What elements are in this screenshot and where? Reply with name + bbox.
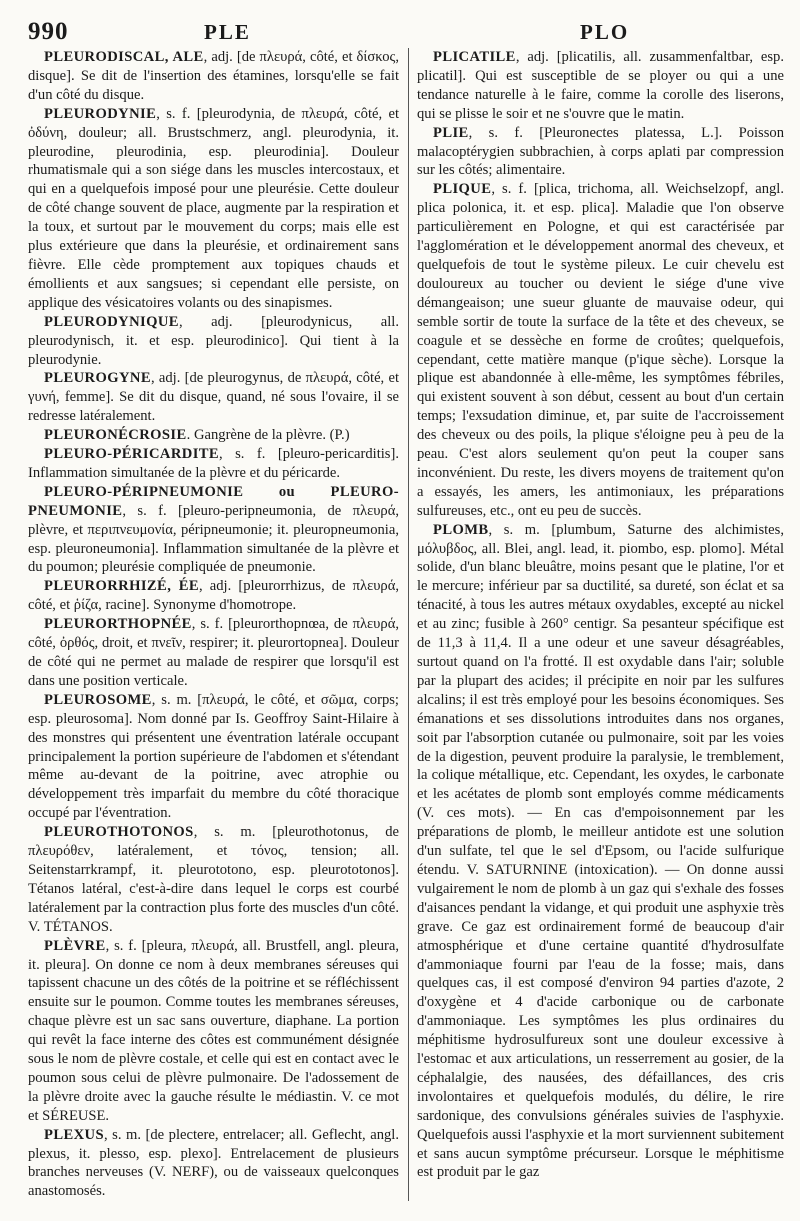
dictionary-entry [28, 937, 399, 1126]
entry-headword: PLIE [433, 124, 469, 141]
running-head-right: PLO [580, 20, 630, 44]
entry-definition: , adj. [plicatilis, all. zusammenfaltbar, esp. plicatil]. Qui est susceptible de se ployer ou qui a une tendance naturelle à le faire, comme la corolle des liserons, qui se plisse le soir et ne s'ouvre que le matin. [417, 49, 784, 122]
dictionary-entry [28, 313, 399, 370]
right-column [417, 48, 784, 1201]
entry-definition: , adj. [de pleurogynus, de πλευρά, côté, et γυνή, femme]. Se dit du disque, quand, né sous l'ovaire, il se redresse latéralement. [28, 370, 399, 425]
dictionary-entry [417, 180, 784, 520]
entry-headword: PLEUROTHOTONOS [44, 824, 194, 841]
page-header [28, 18, 784, 48]
dictionary-entry [28, 615, 399, 691]
entry-headword: PLOMB [433, 521, 489, 538]
entry-definition: , s. f. [plica, trichoma, all. Weichselzopf, angl. plica polonica, it. et esp. plica]. Maladie que l'on observe particulièrement en Pologne, et qui est caractérisée par l'agglomération et le développement anormal des cheveux, et quelquefois de tout le système pileux. Le cuir chevelu est douloureux au toucher ou devient le siége d'une vive démangeaison; une sueur gluante de mauvaise odeur, qui semble sortir de toute la surface de la tête et des cheveux, se coagule et se dessèche en forme de croûtes; quelquefois, cependant, cette matière manque (p'ique sèche). Lorsque la plique est abandonnée à elle-même, les symptômes fébriles, qui existent souvent à son début, cessent au bout d'un certain temps; l'exsudation diminue, et, par suite de l'accroissement des cheveux ou des poils, la plique s'éloigne peu à peu de la peau. C'est alors seulement qu'on peut la couper sans inconvénient. Du reste, les divers moyens de traitement qu'on a essayés, les amers, les antimoniaux, les préparations sulfureuses, etc., ont eu peu de succès. [417, 181, 784, 519]
dictionary-entry [28, 483, 399, 578]
entry-headword: PLIQUE [433, 181, 492, 198]
two-column-body [28, 48, 784, 1201]
entry-headword: PLEURO-PÉRICARDITE [44, 446, 220, 463]
entry-definition: , s. m. [pleurothotonus, de πλευρόθεν, latéralement, et τόνος, tension; all. Seitenstarrkrampf, it. pleurototono, esp. pleurototonos]. Tétanos latéral, c'est-à-dire dans lequel le corps est courbé latéralement par la contraction plus forte des muscles d'un côté. V. TÉTANOS. [28, 824, 399, 935]
entry-headword: PLEURODYNIE [44, 105, 157, 122]
entry-headword: PLEUROGYNE [44, 370, 151, 387]
entry-headword: PLEURORTHOPNÉE [44, 616, 192, 633]
running-head-left: PLE [204, 20, 251, 44]
entry-definition: , s. m. [plumbum, Saturne des alchimistes, μόλυβδος, all. Blei, angl. lead, it. piombo, esp. plomo]. Métal solide, d'un blanc bleuâtre, moins pesant que le platine, l'or et le mercure; inférieur par sa ductilité, sa dureté, son éclat et sa ténacité, à tous les autres métaux oxydables, excepté au nickel et au zinc; fusible à 260° centigr. Sa pesanteur spécifique est de 11,3 à 11,4. Il a une odeur et une saveur désagréables, surtout quand on l'a frotté. Il est oxydable dans l'air; soluble par la plupart des acides; il précipite en noir par les sulfures alcalins; il est très employé pour les besoins économiques. Ses émanations et ses dissolutions introduites dans nos organes, soit par l'absorption cutanée ou pulmonaire, soit par les voies de la digestion, peuvent produire la paralysie, le tremblement, la colique métallique, etc. Cependant, les oxydes, le carbonate et les acétates de plomb sont employés comme médicaments (V. ces mots). — En cas d'empoisonnement par les préparations de plomb, le meilleur antidote est une solution d'un sulfate, tel que le sel d'Epsom, ou l'acide sulfurique étendu. V. SATURNINE (intoxication). — On donne aussi vulgairement le nom de plomb à un gaz qui s'exhale des fosses d'aisances pendant la vidange, et qui produit une asphyxie très grave. Ce gaz est ordinairement formé de beaucoup d'air atmosphérique et d'une certaine quantité d'hydrosulfate d'ammoniaque fourni par l'eau de la fosse; mais, dans quelques cas, il est composé d'environ 94 parties d'azote, 2 d'oxygène et 4 d'acide carbonique ou de carbonate d'ammoniaque. Les symptômes les plus ordinaires du méphitisme hydrosulfureux sont une douleur excessive à l'estomac et aux articulations, un resserrement au gosier, de la céphalalgie, des nausées, des défaillances, des cris involontaires et quelquefois modulés, du délire, le rire sardonique, des convulsions générales suivies de l'asphyxie. Quelquefois aussi l'asphyxie et la mort surviennent subitement et sans aucun symptôme précurseur. Lorsque le méphitisme est produit par le gaz [417, 521, 784, 1181]
dictionary-entry [417, 124, 784, 181]
entry-definition: , s. m. [de plectere, entrelacer; all. Geflecht, angl. plexus, it. plesso, esp. plexo]. Entrelacement de plusieurs branches nerveuses (V. NERF), ou de vaisseaux quelconques anastomosés. [28, 1126, 399, 1200]
dictionary-entry [28, 105, 399, 313]
entry-definition: , s. f. [pleuro-peripneumonia, de πλευρά, plèvre, et περιπνευμονία, péripneumonie; it. pleuropneumonia, esp. pleuroneumonia]. Inflammation simultanée de la plèvre et du poumon; pleurésie compliquée de pneumonie. [28, 502, 399, 576]
page-number: 990 [28, 18, 69, 45]
entry-headword: PLICATILE [433, 49, 516, 65]
entry-definition: , adj. [pleurorrhizus, de πλευρά, côté, et ῥίζα, racine]. Synonyme d'homotrope. [28, 578, 399, 614]
dictionary-entry [28, 369, 399, 426]
dictionary-entry [417, 48, 784, 124]
entry-definition: , adj. [pleurodynicus, all. pleurodynisch, it. et esp. pleurodinico]. Qui tient à la pleurodynie. [28, 313, 399, 368]
entry-headword: PLEURORRHIZÉ, ÉE [44, 578, 200, 595]
entry-definition: , s. m. [πλευρά, le côté, et σῶμα, corps; esp. pleurosoma]. Nom donné par Is. Geoffroy Saint-Hilaire à des monstres qui présentent une éventration latérale occupant principalement la portion supérieure de l'abdomen et s'étendant même au-devant de la poitrine, avec atrophie ou développement très imparfait du membre du côté thoracique occupé par l'éventration. [28, 691, 399, 822]
entry-definition: , s. f. [Pleuronectes platessa, L.]. Poisson malacoptérygien subbrachien, à corps aplati par compression sur les côtés; alimentaire. [417, 124, 784, 179]
entry-headword: PLEURO-PÉRIPNEUMONIE ou PLEURO-PNEUMONIE [28, 483, 399, 519]
entry-definition: . Gangrène de la plèvre. (P.) [186, 427, 350, 444]
entry-headword: PLEURODYNIQUE [44, 313, 179, 330]
entry-definition: , s. f. [pleura, πλευρά, all. Brustfell, angl. pleura, it. pleura]. On donne ce nom à deux membranes séreuses qui tapissent chacune un des côtés de la poitrine et se réfléchissent ensuite sur le poumon. Comme toutes les membranes séreuses, chaque plèvre est un sac sans ouverture, diaphane. La portion qui revêt la face interne des côtes est communément désignée sous le nom de plèvre costale, et celle qui est en contact avec le poumon sous celui de plèvre pulmonaire. De l'adossement de la plèvre droite avec la gauche résulte le médiastin. V. ce mot et SÉREUSE. [28, 937, 399, 1124]
dictionary-entry [28, 445, 399, 483]
dictionary-entry [28, 577, 399, 615]
entry-definition: , s. f. [pleurorthopnœa, de πλευρά, côté, ὀρθός, droit, et πνεῖν, respirer; it. pleurortopnea]. Douleur de côté qui ne permet au malade de respirer que lorsqu'il est dans une position verticale. [28, 616, 399, 689]
dictionary-entry [417, 521, 784, 1183]
dictionary-entry [28, 426, 399, 445]
entry-definition: , adj. [de πλευρά, côté, et δίσκος, disque]. Se dit de l'insertion des étamines, lorsqu'elle se fait d'un côté du disque. [28, 49, 399, 103]
dictionary-entry [28, 691, 399, 823]
left-column [28, 48, 399, 1201]
entry-definition: , s. f. [pleuro-pericarditis]. Inflammation simultanée de la plèvre et du péricarde. [28, 446, 399, 481]
column-divider [408, 48, 409, 1201]
entry-definition: , s. f. [pleurodynia, de πλευρά, côté, et ὀδύνη, douleur; all. Brustschmerz, angl. pleurodynia, it. pleurodine, pleurodinia, esp. pleurodinia]. Douleur rhumatismale qui a son siége dans les muscles intercostaux, et qui en a quelquefois imposé pour une pleurésie. Cette douleur de côté change souvent de place, augmente par la respiration et la toux, et surtout par le mouvement du corps; mais elle est plus extérieure que dans la pleurésie, et ordinairement sans fièvre. Elle cède promptement aux topiques chauds et émollients et aux sangsues; si cependant elle persiste, on applique des vésicatoires volants ou des sinapismes. [28, 105, 399, 311]
entry-headword: PLEXUS [44, 1126, 104, 1143]
dictionary-entry [28, 48, 399, 105]
dictionary-entry [28, 823, 399, 936]
dictionary-entry [28, 1126, 399, 1202]
entry-headword: PLÈVRE [44, 937, 106, 954]
entry-headword: PLEURONÉCROSIE [44, 427, 187, 444]
entry-headword: PLEUROSOME [44, 691, 152, 708]
entry-headword: PLEURODISCAL, ALE [44, 49, 204, 65]
